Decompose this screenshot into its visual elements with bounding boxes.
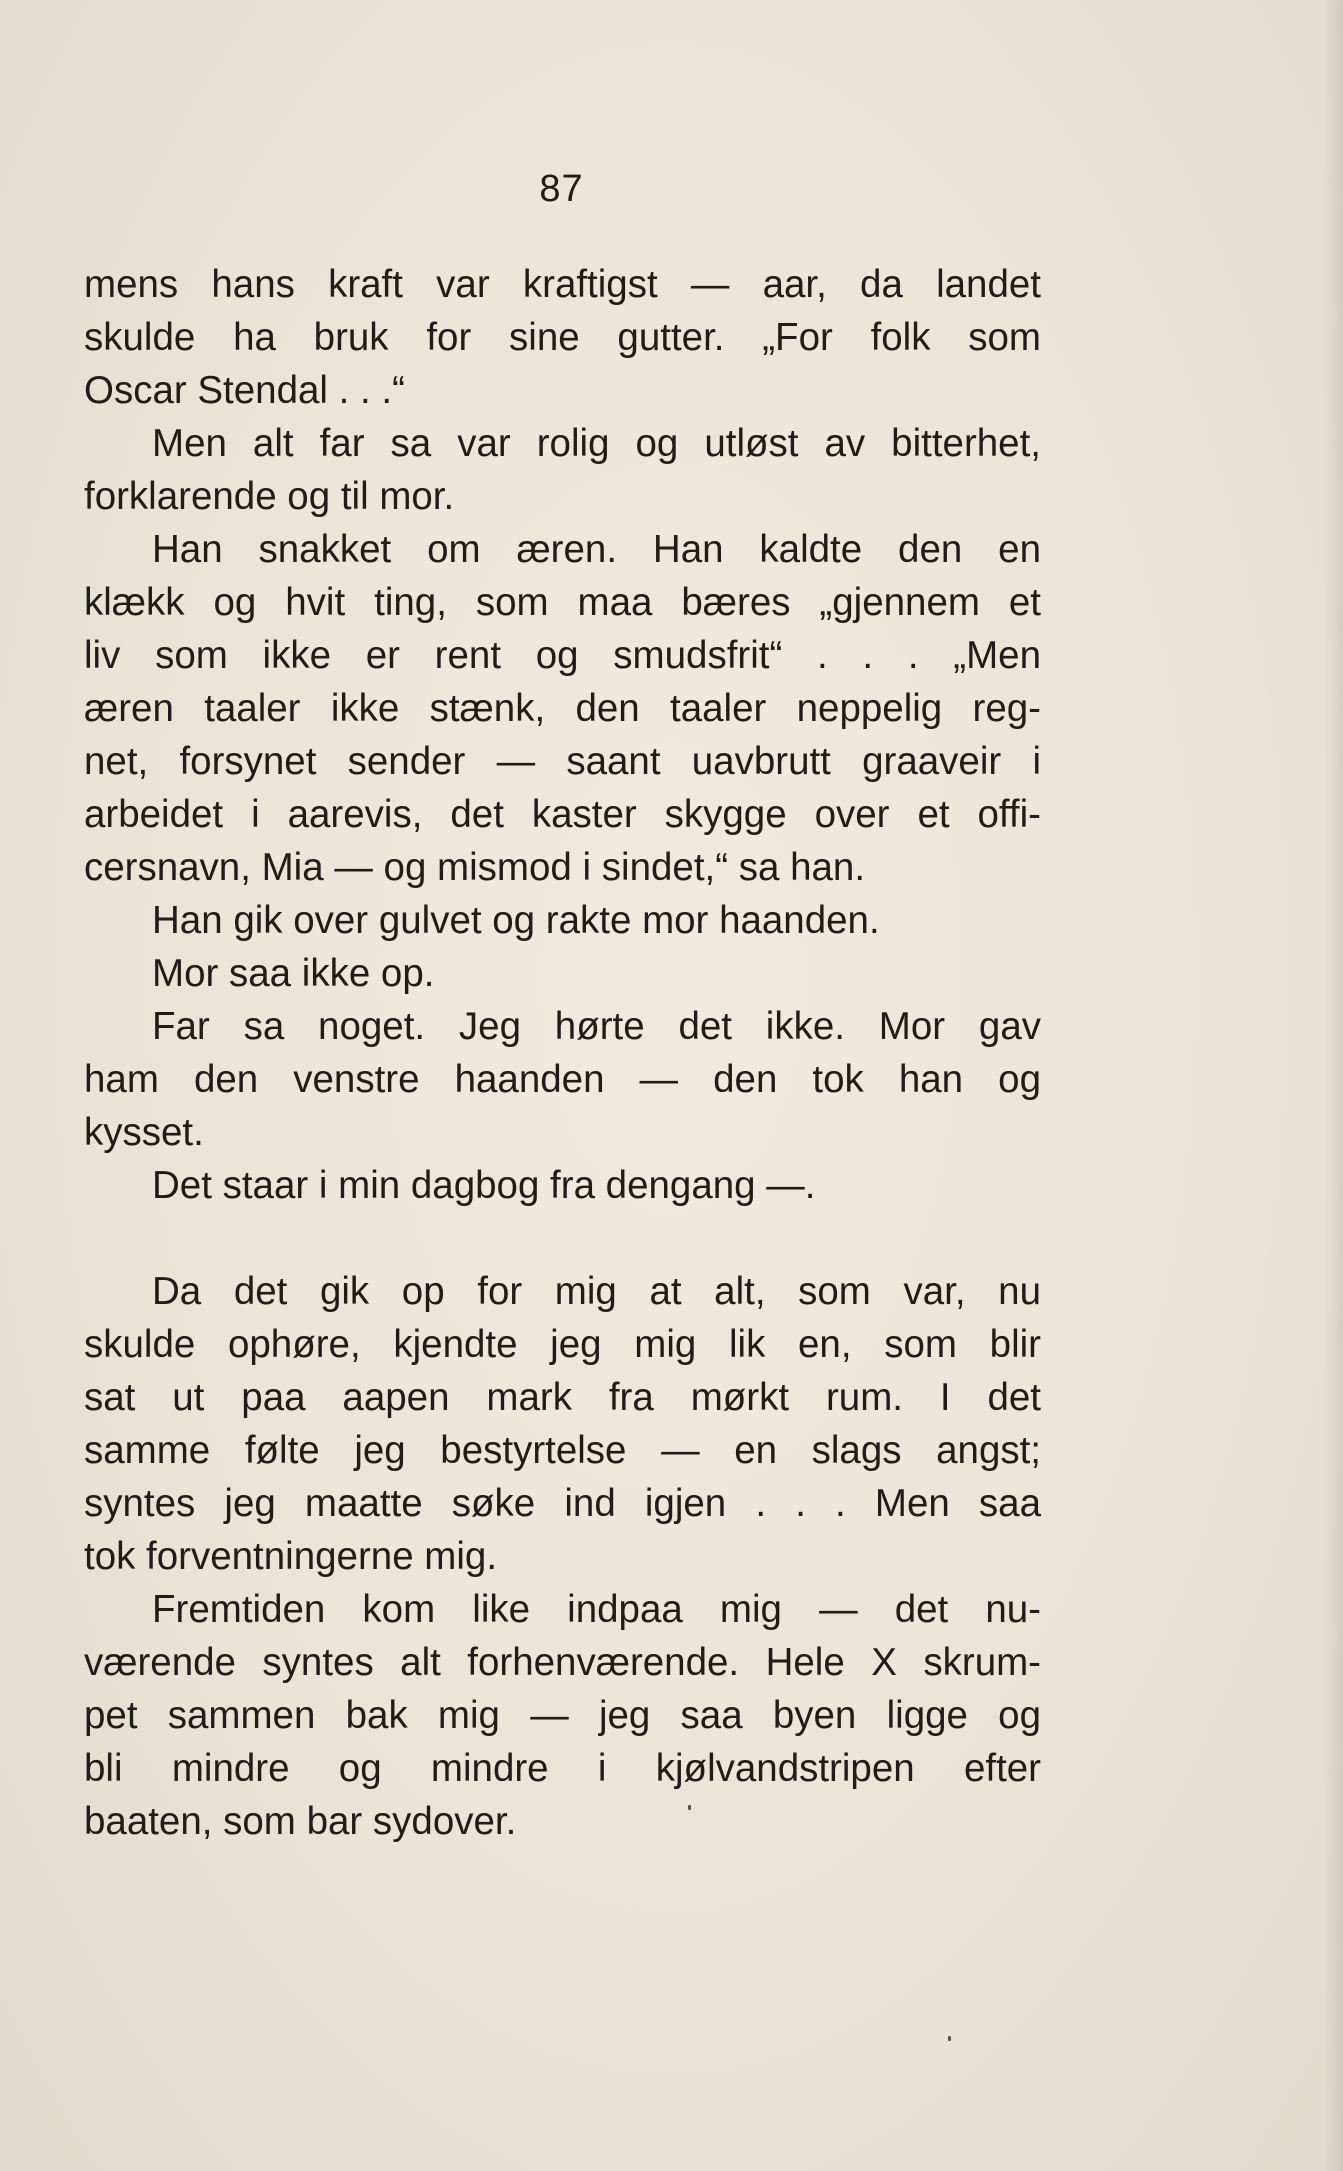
page-edge-shadow bbox=[1325, 0, 1343, 2171]
text-line: skulde ha bruk for sine gutter. „For folk som bbox=[84, 316, 1041, 359]
text-line: ham den venstre haanden — den tok han og bbox=[84, 1058, 1041, 1101]
text-line: Mor saa ikke op. bbox=[152, 952, 435, 995]
text-line: forklarende og til mor. bbox=[84, 475, 455, 518]
text-line: skulde ophøre, kjendte jeg mig lik en, som blir bbox=[84, 1323, 1041, 1366]
text-line: tok forventningerne mig. bbox=[84, 1535, 498, 1578]
page-number: 87 bbox=[539, 168, 584, 210]
text-line: Men alt far sa var rolig og utløst av bitterhet, bbox=[152, 422, 1041, 465]
text-line: liv som ikke er rent og smudsfrit“ . . . „Men bbox=[84, 634, 1041, 677]
text-line: syntes jeg maatte søke ind igjen . . . Men saa bbox=[84, 1482, 1041, 1525]
text-line: værende syntes alt forhenværende. Hele X skrum- bbox=[84, 1641, 1041, 1684]
body-text bbox=[84, 258, 1041, 1848]
text-line: baaten, som bar sydover. bbox=[84, 1800, 517, 1843]
paper-speck bbox=[688, 1805, 691, 1810]
text-line: mens hans kraft var kraftigst — aar, da landet bbox=[84, 263, 1041, 306]
text-line: sat ut paa aapen mark fra mørkt rum. I det bbox=[84, 1376, 1041, 1419]
text-line: net, forsynet sender — saant uavbrutt graaveir i bbox=[84, 740, 1041, 783]
text-line: Fremtiden kom like indpaa mig — det nu- bbox=[152, 1588, 1041, 1631]
text-line: samme følte jeg bestyrtelse — en slags angst; bbox=[84, 1429, 1041, 1472]
text-line: arbeidet i aarevis, det kaster skygge over et offi- bbox=[84, 793, 1041, 836]
text-line: pet sammen bak mig — jeg saa byen ligge og bbox=[84, 1694, 1041, 1737]
text-line: klækk og hvit ting, som maa bæres „gjennem et bbox=[84, 581, 1041, 624]
text-line: cersnavn, Mia — og mismod i sindet,“ sa han. bbox=[84, 846, 866, 889]
text-line: Da det gik op for mig at alt, som var, nu bbox=[152, 1270, 1041, 1313]
text-line: Han snakket om æren. Han kaldte den en bbox=[152, 528, 1041, 571]
text-line: bli mindre og mindre i kjølvandstripen efter bbox=[84, 1747, 1041, 1790]
text-line: kysset. bbox=[84, 1111, 204, 1154]
text-line: Det staar i min dagbog fra dengang —. bbox=[152, 1164, 816, 1207]
text-line: Oscar Stendal . . .“ bbox=[84, 369, 405, 412]
text-line: æren taaler ikke stænk, den taaler neppelig reg- bbox=[84, 687, 1041, 730]
text-line: Han gik over gulvet og rakte mor haanden. bbox=[152, 899, 880, 942]
text-line: Far sa noget. Jeg hørte det ikke. Mor gav bbox=[152, 1005, 1041, 1048]
paper-speck bbox=[948, 2036, 951, 2041]
section-break bbox=[84, 1212, 1041, 1265]
